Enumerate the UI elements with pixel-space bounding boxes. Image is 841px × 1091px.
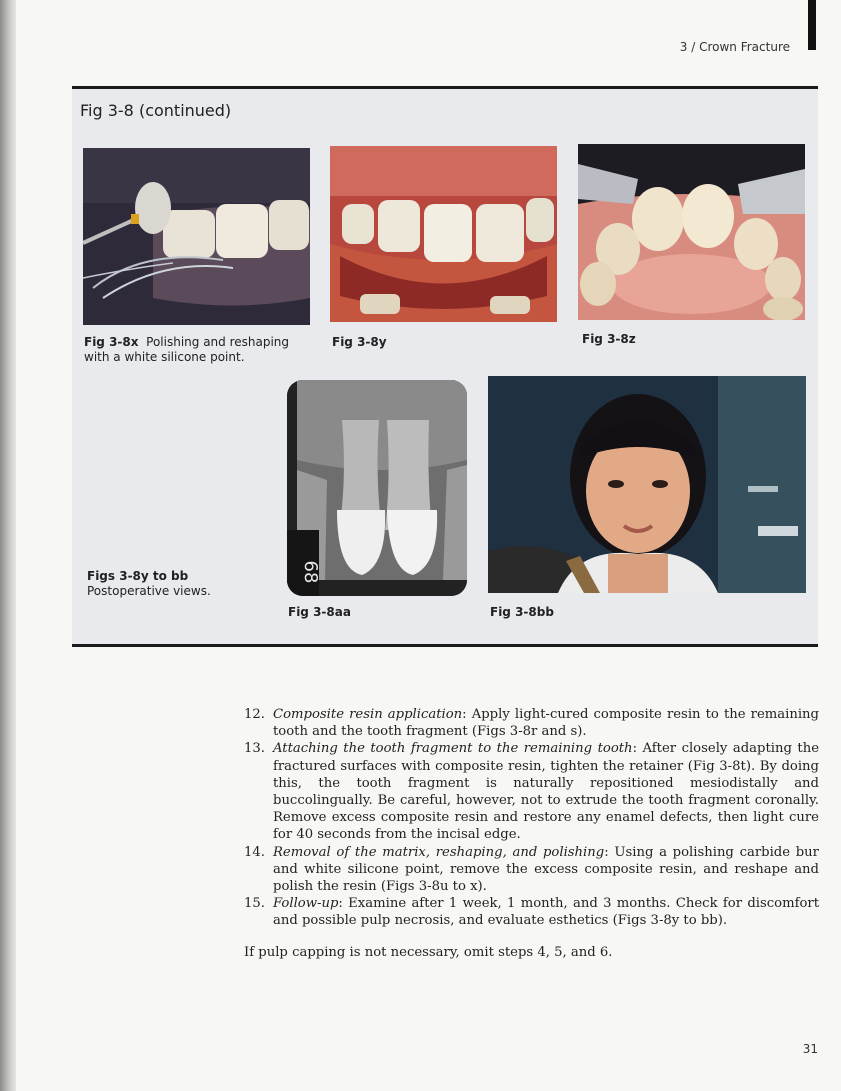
caption-label: Fig 3-8y (332, 335, 387, 349)
caption-label: Fig 3-8bb (490, 605, 554, 619)
step-text: : Apply light-cured composite resin to the remaining tooth and the tooth fragment (Figs 3-8r and s). (273, 707, 819, 740)
figure-panel (72, 86, 818, 647)
step-item (244, 895, 819, 929)
step-number: 14. (244, 844, 265, 860)
caption-group-text: Postoperative views. (87, 584, 211, 598)
caption-figs-3-8y-to-bb (87, 569, 287, 599)
photo-front-teeth-postop (330, 146, 557, 322)
step-item (244, 844, 819, 896)
step-item (244, 740, 819, 843)
closing-note: If pulp capping is not necessary, omit steps 4, 5, and 6. (244, 944, 613, 960)
photo-patient-portrait (488, 376, 806, 593)
step-text: : After closely adapting the fractured surfaces with composite resin, tighten the retainer (Fig 3-8t). By doing this, the tooth fragment is naturally repositioned mesiodistally and buccolingually. Be careful, however, not to extrude the tooth fragment coronally. Remove excess composite resin and restore any enamel defects, then light cure for 40 seconds from the incisal edge. (273, 741, 820, 843)
page-number: 31 (802, 1042, 818, 1056)
step-number: 12. (244, 707, 265, 722)
caption-fig-3-8y (332, 335, 387, 350)
caption-group-label: Figs 3-8y to bb (87, 569, 189, 583)
book-spine-shadow (0, 0, 16, 1091)
film-mark: 68 (300, 560, 321, 584)
photo-radiograph (287, 380, 467, 596)
caption-fig-3-8x (84, 335, 316, 365)
procedure-text (244, 706, 819, 974)
caption-text: Polishing and reshaping with a white silicone point. (84, 335, 290, 364)
chapter-tab-bar (808, 0, 816, 50)
step-heading: Attaching the tooth fragment to the remaining tooth (273, 741, 633, 757)
caption-label: Fig 3-8x (84, 335, 139, 349)
step-heading: Composite resin application (273, 707, 463, 722)
step-text: : Examine after 1 week, 1 month, and 3 months. Check for discomfort and possible pulp necrosis, and evaluate esthetics (Figs 3-8y to bb). (273, 896, 819, 929)
caption-fig-3-8z (582, 332, 636, 347)
caption-fig-3-8bb (490, 605, 554, 620)
caption-label: Fig 3-8z (582, 332, 636, 346)
caption-fig-3-8aa (288, 605, 351, 620)
step-heading: Follow-up (273, 896, 339, 912)
step-number: 13. (244, 741, 265, 757)
figure-title: Fig 3-8 (continued) (80, 101, 232, 120)
photo-occlusal-mirror-view (578, 144, 805, 320)
photo-polishing-silicone-point (83, 148, 310, 325)
step-text: : Using a polishing carbide bur and white silicone point, remove the excess composite resin, and reshape and polish the resin (Figs 3-8u to x). (273, 844, 819, 895)
step-heading: Removal of the matrix, reshaping, and polishing (273, 844, 605, 860)
step-item (244, 706, 819, 740)
running-head: 3 / Crown Fracture (679, 40, 790, 54)
caption-label: Fig 3-8aa (288, 605, 351, 619)
step-number: 15. (244, 896, 265, 912)
